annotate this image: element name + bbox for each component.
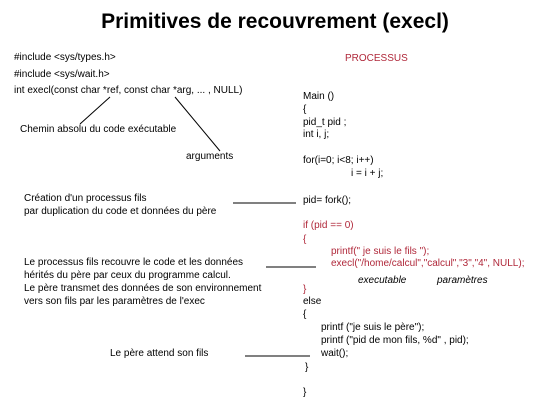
annotation-recouvre-line4: vers son fils par les paramètres de l'exec	[24, 296, 205, 307]
label-parametres: paramètres	[437, 275, 488, 286]
code-printf-pid: printf ("pid de mon fils, %d" , pid);	[321, 335, 469, 346]
include-types: #include <sys/types.h>	[14, 52, 116, 63]
code-main-close-brace: }	[303, 387, 307, 398]
label-chemin: Chemin absolu du code exécutable	[20, 124, 177, 135]
code-else-close-brace: }	[305, 362, 309, 373]
code-main: Main ()	[303, 91, 335, 102]
connector-arg-to-arguments	[175, 97, 220, 151]
code-decl-ij: int i, j;	[303, 129, 330, 140]
annotation-recouvre-line2: hérités du père par ceux du programme calcul.	[24, 270, 231, 281]
label-executable: executable	[358, 275, 407, 286]
code-execl-call: execl("/home/calcul","calcul","3","4", NULL);	[331, 258, 525, 269]
code-for-loop: for(i=0; i<8; i++)	[303, 155, 374, 166]
annotation-creation-line1: Création d'un processus fils	[24, 193, 147, 204]
label-arguments: arguments	[186, 151, 234, 162]
code-printf-pere: printf ("je suis le père");	[321, 322, 425, 333]
annotation-recouvre-line3: Le père transmet des données de son environnement	[24, 283, 262, 294]
code-if-close-brace: }	[303, 284, 307, 295]
annotation-attend: Le père attend son fils	[110, 348, 209, 359]
execl-signature: int execl(const char *ref, const char *arg, ... , NULL)	[14, 85, 243, 96]
code-else-open-brace: {	[303, 309, 307, 320]
code-if: if (pid == 0)	[303, 220, 354, 231]
code-open-brace: {	[303, 104, 307, 115]
connector-ref-to-chemin	[80, 97, 110, 124]
code-for-body: i = i + j;	[351, 168, 384, 179]
code-wait: wait();	[321, 348, 349, 359]
annotation-recouvre-line1: Le processus fils recouvre le code et les données	[24, 257, 244, 268]
code-printf-fils: printf(" je suis le fils ");	[331, 246, 430, 257]
label-processus: PROCESSUS	[345, 53, 408, 64]
code-if-open-brace: {	[303, 234, 307, 245]
slide-title: Primitives de recouvrement (execl)	[101, 10, 449, 33]
annotation-creation-line2: par duplication du code et données du père	[24, 206, 217, 217]
include-wait: #include <sys/wait.h>	[14, 69, 110, 80]
code-decl-pid: pid_t pid ;	[303, 117, 347, 128]
code-else: else	[303, 296, 322, 307]
code-fork: pid= fork();	[303, 195, 352, 206]
